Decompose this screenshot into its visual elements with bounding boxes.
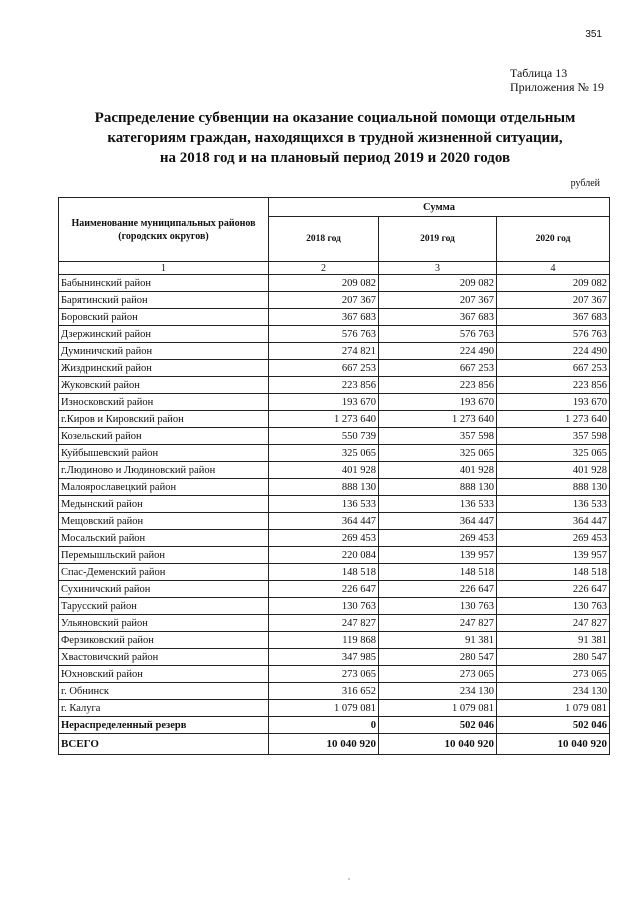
amount-2020: 357 598 bbox=[497, 428, 610, 445]
table-row bbox=[59, 564, 610, 581]
table-row bbox=[59, 581, 610, 598]
amount-2020: 209 082 bbox=[497, 275, 610, 292]
amount-2019: 576 763 bbox=[379, 326, 497, 343]
amount-2019: 207 367 bbox=[379, 292, 497, 309]
district-name: Жуковский район bbox=[59, 377, 269, 394]
amount-2018: 247 827 bbox=[269, 615, 379, 632]
district-name: г. Калуга bbox=[59, 700, 269, 717]
district-name: г. Обнинск bbox=[59, 683, 269, 700]
amount-2020: 269 453 bbox=[497, 530, 610, 547]
amount-2019: 139 957 bbox=[379, 547, 497, 564]
amount-2019: 280 547 bbox=[379, 649, 497, 666]
page-number: 351 bbox=[585, 29, 602, 40]
amount-2020: 1 079 081 bbox=[497, 700, 610, 717]
district-name: Хвастовичский район bbox=[59, 649, 269, 666]
amount-2020: 1 273 640 bbox=[497, 411, 610, 428]
table-row bbox=[59, 292, 610, 309]
amount-2020: 223 856 bbox=[497, 377, 610, 394]
amount-2020: 364 447 bbox=[497, 513, 610, 530]
amount-2019: 226 647 bbox=[379, 581, 497, 598]
district-name: Износковский район bbox=[59, 394, 269, 411]
amount-2018: 220 084 bbox=[269, 547, 379, 564]
table-row bbox=[59, 683, 610, 700]
amount-2018: 269 453 bbox=[269, 530, 379, 547]
amount-2020: 136 533 bbox=[497, 496, 610, 513]
district-name: Мещовский район bbox=[59, 513, 269, 530]
district-name: Ферзиковский район bbox=[59, 632, 269, 649]
amount-2020: 247 827 bbox=[497, 615, 610, 632]
amount-2020: 148 518 bbox=[497, 564, 610, 581]
table-row bbox=[59, 513, 610, 530]
amount-2018: 1 079 081 bbox=[269, 700, 379, 717]
amount-2019: 401 928 bbox=[379, 462, 497, 479]
table-row bbox=[59, 479, 610, 496]
amount-2020: 667 253 bbox=[497, 360, 610, 377]
district-name: Куйбышевский район bbox=[59, 445, 269, 462]
amount-2019: 357 598 bbox=[379, 428, 497, 445]
amount-2018: 347 985 bbox=[269, 649, 379, 666]
table-row bbox=[59, 530, 610, 547]
amount-2020: 280 547 bbox=[497, 649, 610, 666]
district-name: Дзержинский район bbox=[59, 326, 269, 343]
amount-2018: 576 763 bbox=[269, 326, 379, 343]
table-row bbox=[59, 598, 610, 615]
amount-2019: 209 082 bbox=[379, 275, 497, 292]
amount-2019: 148 518 bbox=[379, 564, 497, 581]
district-name: Тарусский район bbox=[59, 598, 269, 615]
amount-2018: 130 763 bbox=[269, 598, 379, 615]
table-row bbox=[59, 275, 610, 292]
title-line: Распределение субвенции на оказание социальной помощи отдельным bbox=[94, 110, 576, 126]
table-row bbox=[59, 496, 610, 513]
amount-2018: 207 367 bbox=[269, 292, 379, 309]
district-name: Думиничский район bbox=[59, 343, 269, 360]
header-2018: 2018 год bbox=[269, 217, 379, 262]
district-name: г.Людиново и Людиновский район bbox=[59, 462, 269, 479]
district-name: Мосальский район bbox=[59, 530, 269, 547]
table-row bbox=[59, 394, 610, 411]
amount-2019: 91 381 bbox=[379, 632, 497, 649]
district-name: Перемышльский район bbox=[59, 547, 269, 564]
amount-2018: 209 082 bbox=[269, 275, 379, 292]
amount-2018: 1 273 640 bbox=[269, 411, 379, 428]
amount-2018: 367 683 bbox=[269, 309, 379, 326]
district-name: Боровский район bbox=[59, 309, 269, 326]
amount-2019: 1 079 081 bbox=[379, 700, 497, 717]
column-index-row bbox=[59, 262, 610, 275]
units-label: рублей bbox=[570, 178, 600, 189]
total-row bbox=[59, 734, 610, 755]
district-name: Малоярославецкий район bbox=[59, 479, 269, 496]
amount-2019: 273 065 bbox=[379, 666, 497, 683]
table-row bbox=[59, 666, 610, 683]
district-name: г.Киров и Кировский район bbox=[59, 411, 269, 428]
district-name: Жиздринский район bbox=[59, 360, 269, 377]
amount-2020: 576 763 bbox=[497, 326, 610, 343]
table-row bbox=[59, 547, 610, 564]
amount-2019: 224 490 bbox=[379, 343, 497, 360]
amount-2018: 226 647 bbox=[269, 581, 379, 598]
reserve-label: Нераспределенный резерв bbox=[59, 717, 269, 734]
document-title bbox=[50, 108, 620, 168]
amount-2019: 234 130 bbox=[379, 683, 497, 700]
district-name: Юхновский район bbox=[59, 666, 269, 683]
title-line: на 2018 год и на плановый период 2019 и 2020 годов bbox=[159, 150, 511, 166]
amount-2020: 888 130 bbox=[497, 479, 610, 496]
amount-2018: 148 518 bbox=[269, 564, 379, 581]
amount-2018: 667 253 bbox=[269, 360, 379, 377]
amount-2020: 325 065 bbox=[497, 445, 610, 462]
amount-2020: 224 490 bbox=[497, 343, 610, 360]
amount-2018: 888 130 bbox=[269, 479, 379, 496]
table-row bbox=[59, 445, 610, 462]
amount-2020: 367 683 bbox=[497, 309, 610, 326]
amount-2019: 193 670 bbox=[379, 394, 497, 411]
total-2019: 10 040 920 bbox=[379, 734, 497, 755]
amount-2019: 325 065 bbox=[379, 445, 497, 462]
amount-2018: 223 856 bbox=[269, 377, 379, 394]
header-2019: 2019 год bbox=[379, 217, 497, 262]
amount-2019: 888 130 bbox=[379, 479, 497, 496]
reserve-2018: 0 bbox=[269, 717, 379, 734]
table-row bbox=[59, 377, 610, 394]
amount-2018: 136 533 bbox=[269, 496, 379, 513]
appendix-number: Приложения № 19 bbox=[509, 80, 604, 94]
table-row bbox=[59, 700, 610, 717]
district-name: Барятинский район bbox=[59, 292, 269, 309]
header-2020: 2020 год bbox=[497, 217, 610, 262]
amount-2018: 193 670 bbox=[269, 394, 379, 411]
amount-2019: 223 856 bbox=[379, 377, 497, 394]
reserve-2019: 502 046 bbox=[379, 717, 497, 734]
district-name: Медынский район bbox=[59, 496, 269, 513]
reserve-2020: 502 046 bbox=[497, 717, 610, 734]
total-2018: 10 040 920 bbox=[269, 734, 379, 755]
district-name: Бабынинский район bbox=[59, 275, 269, 292]
amount-2018: 274 821 bbox=[269, 343, 379, 360]
district-name: Козельский район bbox=[59, 428, 269, 445]
amount-2018: 119 868 bbox=[269, 632, 379, 649]
table-row bbox=[59, 428, 610, 445]
title-line: категориям граждан, находящихся в трудной жизненной ситуации, bbox=[107, 130, 563, 146]
amount-2020: 226 647 bbox=[497, 581, 610, 598]
amount-2020: 207 367 bbox=[497, 292, 610, 309]
amount-2020: 273 065 bbox=[497, 666, 610, 683]
amount-2018: 550 739 bbox=[269, 428, 379, 445]
amount-2019: 136 533 bbox=[379, 496, 497, 513]
scan-speck bbox=[348, 878, 350, 880]
table-number: Таблица 13 bbox=[509, 66, 568, 80]
subvention-table bbox=[58, 197, 610, 755]
table-row bbox=[59, 326, 610, 343]
table-row bbox=[59, 632, 610, 649]
reserve-row bbox=[59, 717, 610, 734]
table-row bbox=[59, 309, 610, 326]
column-index: 1 bbox=[59, 262, 269, 275]
district-name: Ульяновский район bbox=[59, 615, 269, 632]
amount-2019: 364 447 bbox=[379, 513, 497, 530]
amount-2018: 364 447 bbox=[269, 513, 379, 530]
total-label: ВСЕГО bbox=[59, 734, 269, 755]
amount-2018: 316 652 bbox=[269, 683, 379, 700]
district-name: Спас-Деменский район bbox=[59, 564, 269, 581]
amount-2019: 367 683 bbox=[379, 309, 497, 326]
table-row bbox=[59, 462, 610, 479]
amount-2020: 234 130 bbox=[497, 683, 610, 700]
header-sum: Сумма bbox=[269, 198, 610, 217]
amount-2019: 247 827 bbox=[379, 615, 497, 632]
amount-2020: 193 670 bbox=[497, 394, 610, 411]
amount-2019: 269 453 bbox=[379, 530, 497, 547]
table-reference bbox=[510, 66, 604, 94]
column-index: 3 bbox=[379, 262, 497, 275]
total-2020: 10 040 920 bbox=[497, 734, 610, 755]
amount-2019: 130 763 bbox=[379, 598, 497, 615]
amount-2020: 401 928 bbox=[497, 462, 610, 479]
amount-2018: 273 065 bbox=[269, 666, 379, 683]
amount-2020: 139 957 bbox=[497, 547, 610, 564]
table-row bbox=[59, 649, 610, 666]
table-row bbox=[59, 411, 610, 428]
header-name: Наименование муниципальных районов (городских округов) bbox=[59, 198, 269, 262]
amount-2019: 667 253 bbox=[379, 360, 497, 377]
table-row bbox=[59, 343, 610, 360]
amount-2019: 1 273 640 bbox=[379, 411, 497, 428]
district-name: Сухиничский район bbox=[59, 581, 269, 598]
column-index: 4 bbox=[497, 262, 610, 275]
amount-2018: 401 928 bbox=[269, 462, 379, 479]
column-index: 2 bbox=[269, 262, 379, 275]
table-row bbox=[59, 360, 610, 377]
amount-2018: 325 065 bbox=[269, 445, 379, 462]
amount-2020: 91 381 bbox=[497, 632, 610, 649]
amount-2020: 130 763 bbox=[497, 598, 610, 615]
table-row bbox=[59, 615, 610, 632]
